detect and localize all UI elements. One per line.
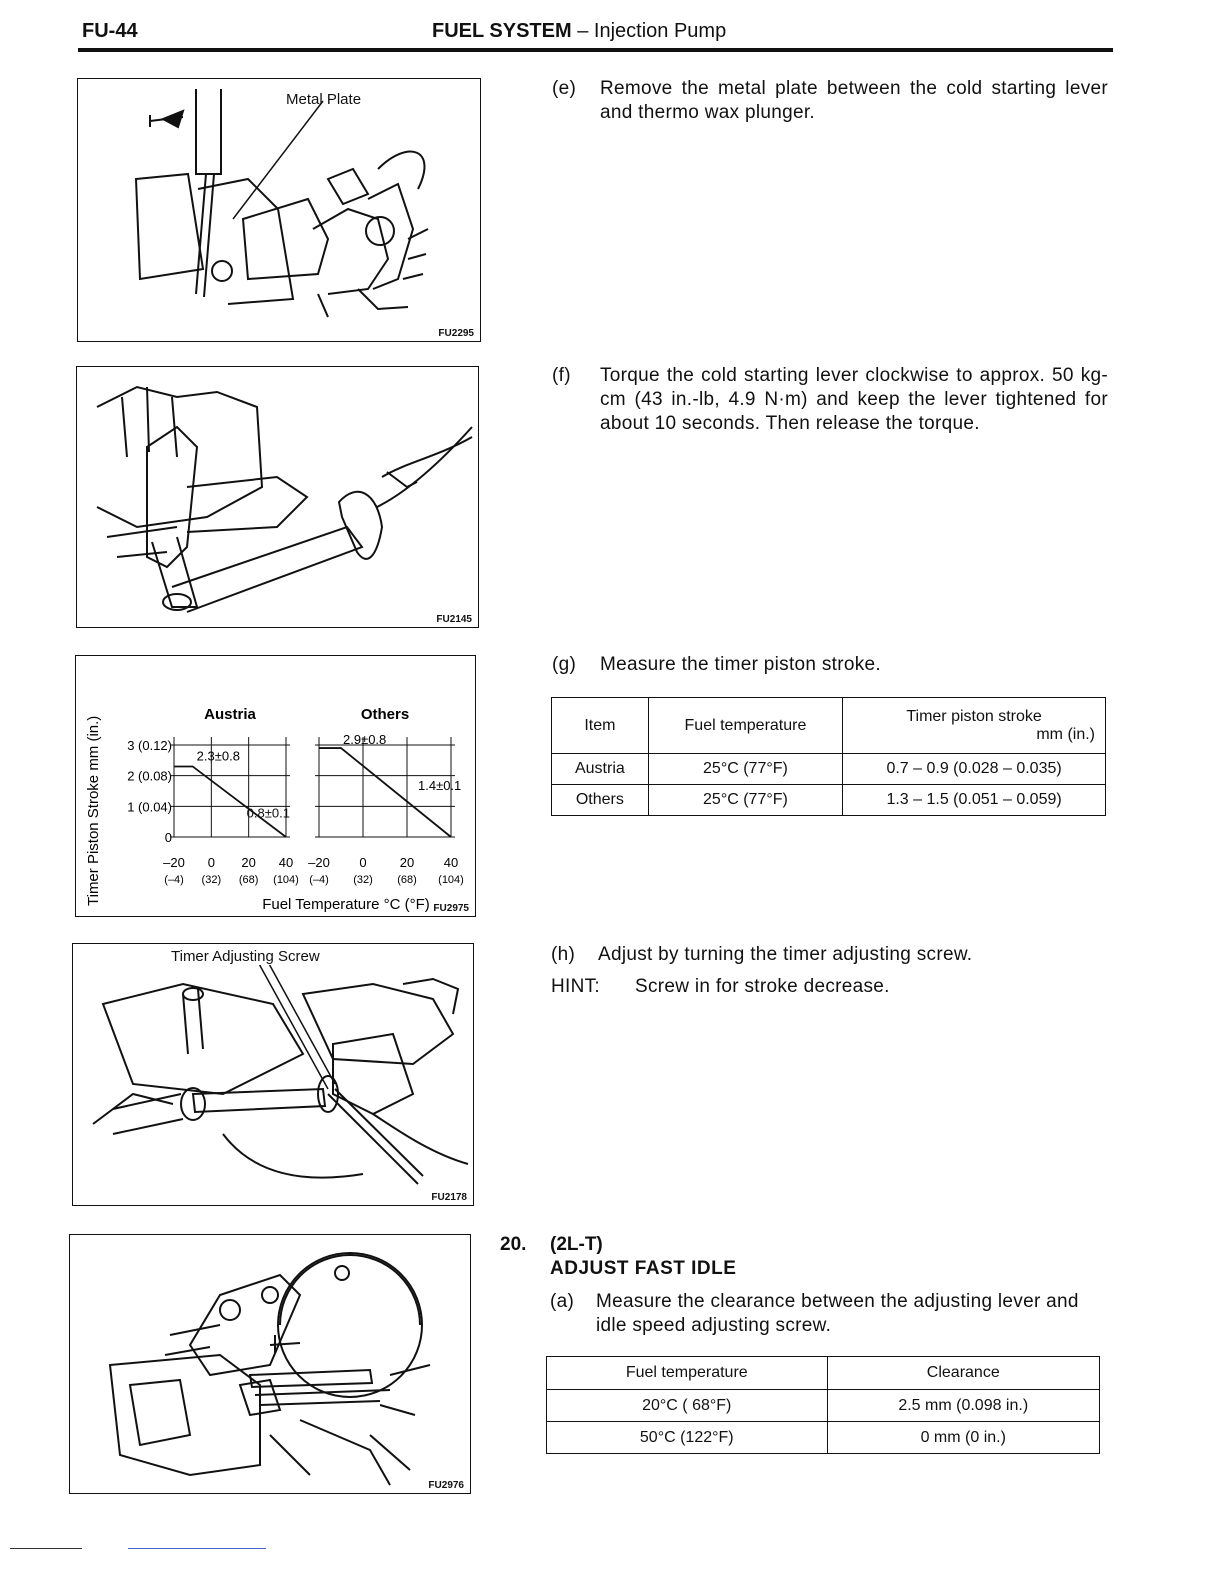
annotation-final: 1.4±0.1 [418,778,462,794]
x-tick-label-f: (32) [201,874,222,886]
pump-illustration-1 [78,79,480,341]
cell-temp: 20°C ( 68°F) [547,1390,828,1422]
cell-temp: 25°C (77°F) [648,754,842,785]
figure-code: FU2145 [436,614,472,625]
step-text: Adjust by turning the timer adjusting screw. [598,944,973,965]
x-tick-label: 0 [207,855,215,870]
annotation-initial: 2.9±0.8 [343,732,387,748]
table-row [552,754,1106,785]
pump-illustration-4 [73,944,473,1205]
cell-stroke: 0.7 – 0.9 (0.028 – 0.035) [843,754,1106,785]
y-tick-label: 3 (0.12) [127,738,172,753]
title-dash: – [571,20,594,42]
y-tick-label: 0 [164,830,172,845]
figure-code: FU2976 [428,1480,464,1491]
panel-title: Austria [204,706,256,723]
figure-code: FU2295 [438,328,474,339]
x-axis-title: Fuel Temperature °C (°F) [262,896,430,913]
step-text: Measure the clearance between the adjusting lever and idle speed adjusting screw. [596,1291,1079,1336]
cell-clearance: 0 mm (0 in.) [827,1422,1100,1454]
annotation-initial: 2.3±0.8 [196,748,240,764]
figure-stroke-chart [75,655,476,917]
cell-temp: 25°C (77°F) [648,785,842,816]
x-tick-label-f: (68) [238,874,259,886]
subsection-title: Injection Pump [593,20,727,42]
x-tick-label: –20 [308,855,330,870]
header-stroke-unit: mm (in.) [1036,725,1095,743]
stroke-spec-table [551,697,1106,816]
hint-text: Screw in for stroke decrease. [635,976,890,997]
cell-item: Others [552,785,649,816]
x-tick-label: 20 [399,855,415,870]
cell-temp: 50°C (122°F) [547,1422,828,1454]
table-row [547,1390,1100,1422]
cell-stroke: 1.3 – 1.5 (0.051 – 0.059) [843,785,1106,816]
header-rule [78,48,1113,52]
cell-clearance: 2.5 mm (0.098 in.) [827,1390,1100,1422]
series-line [174,766,286,837]
step-g [552,653,1110,681]
footer-link-mark [128,1548,266,1549]
step-label: (h) [551,944,576,965]
header-clearance: Clearance [827,1357,1100,1390]
step-title: ADJUST FAST IDLE [550,1258,737,1279]
step-label: (f) [552,365,571,386]
annotation-final: 0.8±0.1 [246,805,290,821]
figure-code: FU2178 [431,1192,467,1203]
y-tick-label: 1 (0.04) [127,799,172,815]
x-tick-label-f: (104) [438,874,464,886]
figure-code: FU2975 [433,903,469,914]
clearance-spec-table [546,1356,1100,1454]
y-axis-title: Timer Piston Stroke mm (in.) [85,715,102,906]
x-tick-label: –20 [163,855,185,870]
header-fuel-temperature: Fuel temperature [547,1357,828,1390]
step-number: 20. [500,1234,527,1255]
pump-illustration-2 [77,367,478,627]
hint-label: HINT: [551,976,600,997]
x-tick-label: 40 [278,855,294,870]
step-f [552,364,1110,464]
footer-mark [10,1548,82,1549]
table-row [547,1422,1100,1454]
step-model: (2L-T) [550,1234,603,1255]
x-tick-label: 0 [359,855,367,870]
x-tick-label-f: (–4) [309,874,329,886]
x-tick-label-f: (68) [397,874,417,886]
figure-metal-plate [77,78,481,342]
cell-item: Austria [552,754,649,785]
x-tick-label-f: (–4) [164,874,184,886]
hint [551,975,1111,1003]
page-code: FU-44 [82,20,138,42]
figure-label-metal-plate: Metal Plate [286,91,362,108]
section-title: FUEL SYSTEM [432,20,572,42]
figure-label-timer-adjusting-screw: Timer Adjusting Screw [171,948,320,965]
pump-illustration-5 [70,1235,470,1493]
figure-timer-adjusting-screw [72,943,474,1206]
x-tick-label-f: (32) [353,874,373,886]
step-e [552,77,1110,137]
table-row [552,785,1106,816]
step-h [551,943,1111,971]
x-tick-label-f: (104) [273,874,299,886]
stroke-chart [76,656,475,916]
step-label: (g) [552,654,577,675]
header-timer-piston-stroke [843,698,1106,754]
figure-torque-lever [76,366,479,628]
x-tick-label: 40 [443,855,459,870]
y-tick-label: 2 (0.08) [127,768,172,784]
step-text: Remove the metal plate between the cold starting lever and thermo wax plunger. [600,78,1108,123]
step-text: Torque the cold starting lever clockwise to approx. 50 kg-cm (43 in.-lb, 4.9 N·m) and keep the lever tightened for about 10 seconds. Then release the torque. [600,365,1108,434]
header-stroke-label: Timer piston stroke [906,707,1042,725]
page-title [432,20,726,43]
step-label: (a) [550,1291,575,1312]
step-label: (e) [552,78,577,99]
panel-title: Others [360,706,410,723]
step-a [550,1290,1110,1342]
header-fuel-temperature: Fuel temperature [648,698,842,754]
figure-fast-idle [69,1234,471,1494]
x-tick-label: 20 [241,855,256,870]
step-text: Measure the timer piston stroke. [600,654,881,675]
header-item: Item [552,698,649,754]
